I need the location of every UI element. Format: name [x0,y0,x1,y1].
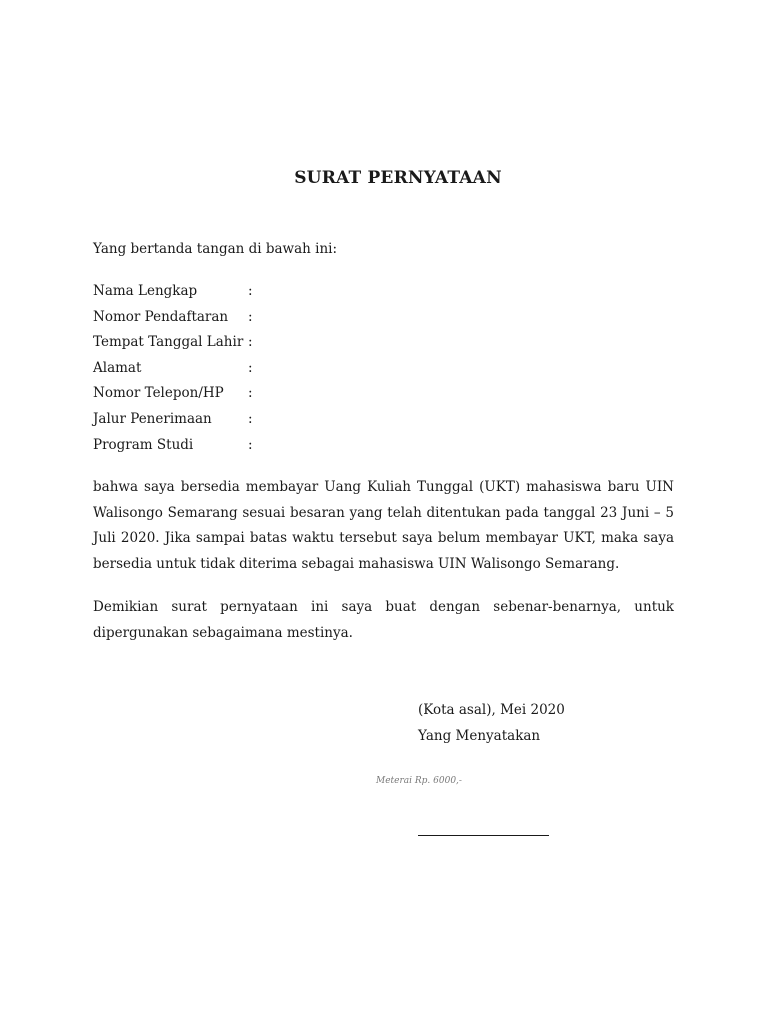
field-colon: : [248,410,253,427]
stamp-duty-note: Meterai Rp. 6000,- [376,776,462,786]
identity-fields [93,281,258,460]
field-label: Alamat [93,359,142,376]
field-colon: : [248,359,253,376]
field-row-nama [93,281,258,307]
field-label: Nomor Telepon/HP [93,385,224,402]
field-row-prodi [93,435,258,461]
place-date: (Kota asal), Mei 2020 [418,702,565,718]
statement-paragraph: bahwa saya bersedia membayar Uang Kuliah Tunggal (UKT) mahasiswa baru UIN Walisongo Semarang sesuai besaran yang telah ditentukan pada tanggal 23 Juni – 5 Juli 2020. Jika sampai batas waktu tersebut saya belum membayar UKT, maka saya bersedia untuk tidak diterima sebagai mahasiswa UIN Walisongo Semarang. [93,479,674,573]
field-label: Tempat Tanggal Lahir [93,334,244,351]
field-colon: : [248,436,253,453]
field-row-pendaftaran [93,307,258,333]
field-label: Jalur Penerimaan [93,410,212,427]
field-row-ttl [93,332,258,358]
field-colon: : [248,334,253,351]
field-colon: : [248,283,253,299]
field-row-jalur [93,409,258,435]
document-title: SURAT PERNYATAAN [294,168,502,188]
signer-role: Yang Menyatakan [418,727,541,744]
closing-paragraph: Demikian surat pernyataan ini saya buat dengan sebenar-benarnya, untuk dipergunakan sebagaimana mestinya. [93,599,674,641]
field-colon: : [248,308,253,325]
intro-text: Yang bertanda tangan di bawah ini: [93,241,338,257]
field-colon: : [248,385,253,402]
field-label: Nomor Pendaftaran [93,308,229,325]
field-label: Nama Lengkap [93,283,198,299]
field-row-alamat [93,358,258,384]
signature-block [418,698,565,749]
field-row-telepon [93,383,258,409]
signature-line [418,835,549,836]
field-label: Program Studi [93,436,194,453]
